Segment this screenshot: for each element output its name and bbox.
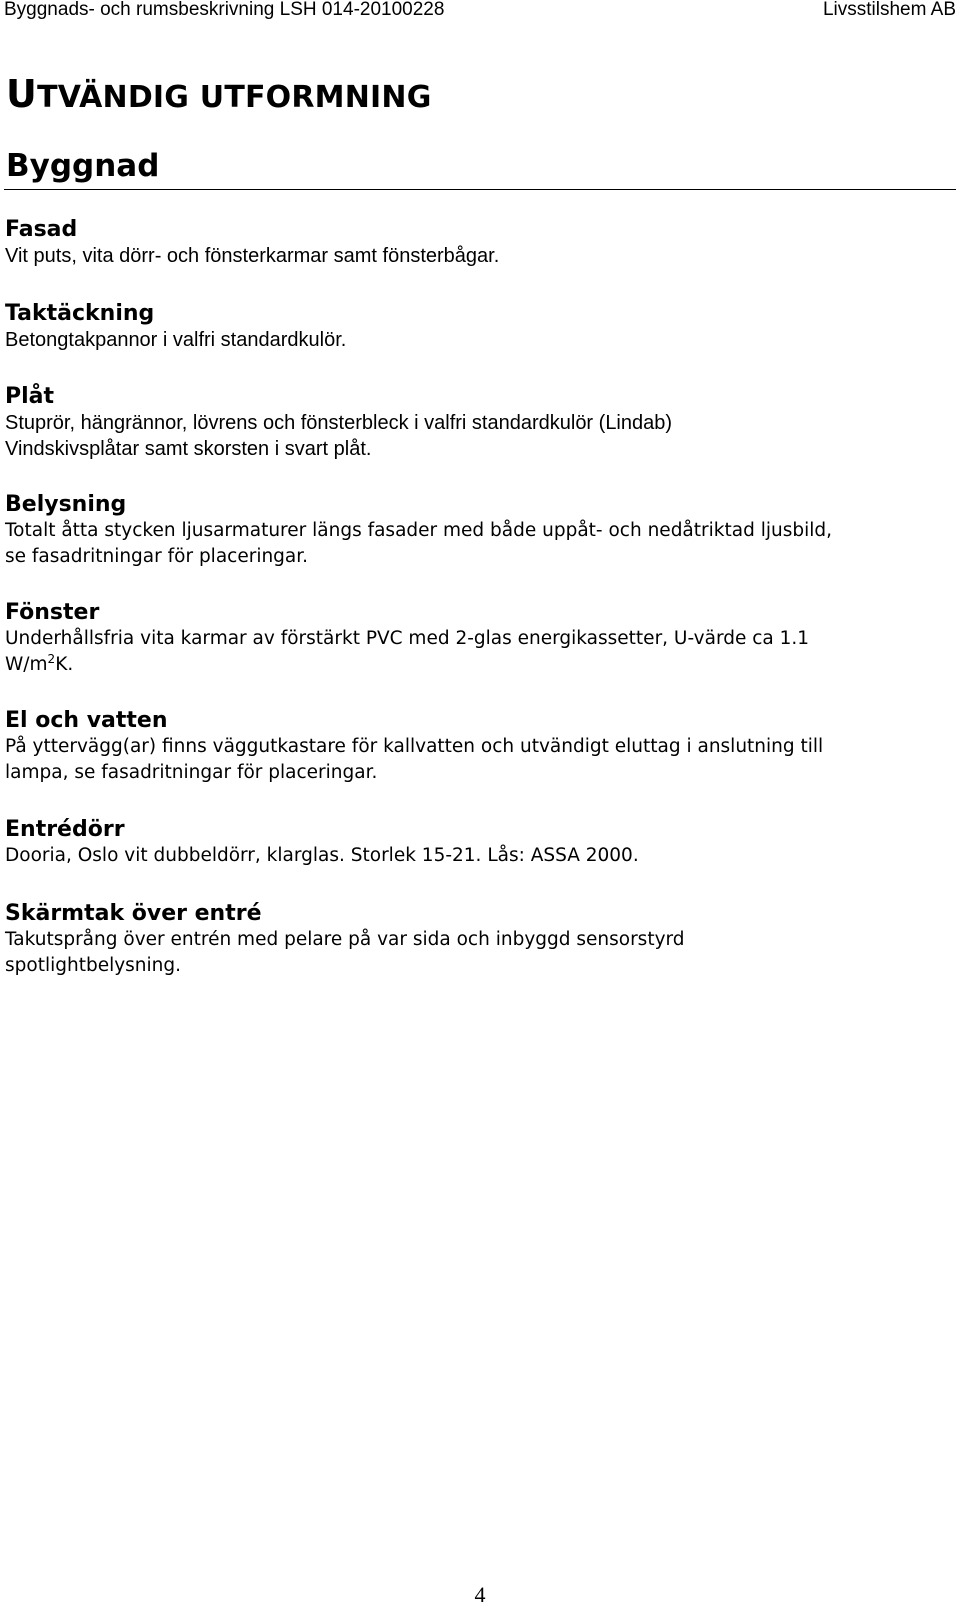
item-text: Takutsprång över entrén med pelare på var sida och inbyggd sensorstyrd bbox=[5, 929, 685, 950]
item-text: Dooria, Oslo vit dubbeldörr, klarglas. Storlek 15-21. Lås: ASSA 2000. bbox=[5, 845, 639, 866]
item-heading: Skärmtak över entré bbox=[5, 901, 262, 926]
item-text: Stuprör, hängrännor, lövrens och fönsterbleck i valfri standardkulör (Lindab) bbox=[5, 412, 673, 434]
unit-tail: K. bbox=[55, 654, 74, 675]
item-plat bbox=[5, 384, 955, 462]
item-fasad bbox=[5, 217, 955, 269]
item-text: Betongtakpannor i valfri standardkulör. bbox=[5, 329, 347, 351]
item-fonster bbox=[5, 600, 955, 678]
document-title-rest: TVÄNDIG UTFORMNING bbox=[37, 80, 432, 115]
item-belysning bbox=[5, 492, 955, 570]
item-text: Underhållsfria vita karmar av förstärkt PVC med 2-glas energikassetter, U-värde ca 1.1 bbox=[5, 628, 810, 649]
item-el-och-vatten bbox=[5, 708, 955, 786]
item-text: Vit puts, vita dörr- och fönsterkarmar samt fönsterbågar. bbox=[5, 245, 500, 267]
page-number: 4 bbox=[474, 1582, 486, 1607]
item-heading: El och vatten bbox=[5, 708, 168, 733]
item-text-unit bbox=[5, 652, 955, 678]
item-text: spotlightbelysning. bbox=[5, 955, 182, 976]
header-company-name: Livsstilshem AB bbox=[822, 0, 956, 20]
running-header bbox=[0, 0, 960, 22]
unit-base: W/m bbox=[5, 654, 48, 675]
item-text: Vindskivsplåtar samt skorsten i svart plåt. bbox=[5, 438, 372, 460]
header-document-title: Byggnads- och rumsbeskrivning LSH 014-20100228 bbox=[4, 0, 445, 20]
item-heading: Entrédörr bbox=[5, 817, 125, 842]
document-title-initial: U bbox=[6, 72, 38, 116]
section-heading: Byggnad bbox=[6, 148, 160, 184]
item-text: Totalt åtta stycken ljusarmaturer längs fasader med både uppåt- och nedåtriktad ljusbild, bbox=[5, 520, 832, 541]
item-text: På yttervägg(ar) finns väggutkastare för kallvatten och utvändigt eluttag i anslutning till bbox=[5, 736, 824, 757]
section-divider bbox=[4, 189, 956, 190]
document-title bbox=[6, 74, 432, 118]
item-heading: Plåt bbox=[5, 384, 55, 409]
item-heading: Fasad bbox=[5, 217, 78, 242]
item-skarmtak bbox=[5, 901, 955, 979]
item-heading: Belysning bbox=[5, 492, 127, 517]
item-heading: Taktäckning bbox=[5, 301, 155, 326]
item-taktackning bbox=[5, 301, 955, 353]
item-entredorr bbox=[5, 817, 955, 869]
item-heading: Fönster bbox=[5, 600, 100, 625]
item-text: se fasadritningar för placeringar. bbox=[5, 546, 309, 567]
unit-exponent: 2 bbox=[47, 651, 56, 666]
item-text: lampa, se fasadritningar för placeringar. bbox=[5, 762, 378, 783]
